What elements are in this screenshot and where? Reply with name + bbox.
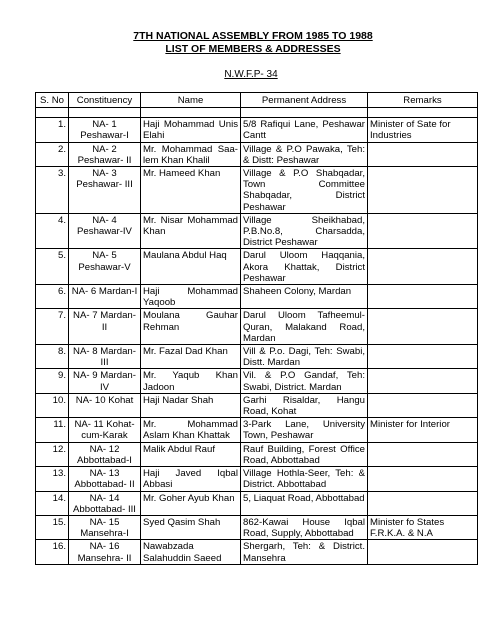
constituency-cell: NA- 14 Abbottabad- III	[69, 491, 141, 515]
member-name-cell: Mr. Mohammad Aslam Khan Khattak	[141, 418, 241, 442]
member-name-cell: Mr. Nisar Mohammad Khan	[141, 213, 241, 249]
table-row	[36, 540, 478, 564]
constituency-cell: NA- 9 Mardan-IV	[69, 369, 141, 393]
address-cell: Vill & P.o. Dagi, Teh: Swabi, Distt. Mardan	[241, 345, 368, 369]
header-remarks: Remarks	[368, 93, 478, 108]
remarks-cell	[368, 540, 478, 564]
remarks-cell	[368, 167, 478, 214]
members-table-body	[36, 118, 478, 565]
spacer-cell	[241, 108, 368, 118]
table-row	[36, 345, 478, 369]
remarks-cell	[368, 309, 478, 345]
member-name-cell: Mr. Mohammad Saa-lem Khan Khalil	[141, 142, 241, 166]
member-name-cell: Syed Qasim Shah	[141, 515, 241, 539]
sno-cell: 9.	[36, 369, 69, 393]
province-heading: N.W.F.P- 34	[224, 69, 278, 80]
table-row	[36, 309, 478, 345]
address-cell: Darul Uloom Tafheemul-Quran, Malakand Road, Mardan	[241, 309, 368, 345]
constituency-cell: NA- 2 Peshawar- II	[69, 142, 141, 166]
table-row	[36, 142, 478, 166]
document-subtitle: LIST OF MEMBERS & ADDRESSES	[165, 43, 341, 55]
constituency-cell: NA- 15 Mansehra-I	[69, 515, 141, 539]
address-cell: Rauf Building, Forest Office Road, Abbottabad	[241, 442, 368, 466]
address-cell: 5, Liaquat Road, Abbottabad	[241, 491, 368, 515]
address-cell: Shergarh, Teh: & District. Mansehra	[241, 540, 368, 564]
address-cell: 3-Park Lane, University Town, Peshawar	[241, 418, 368, 442]
member-name-cell: Malik Abdul Rauf	[141, 442, 241, 466]
constituency-cell: NA- 13 Abbottabad- II	[69, 467, 141, 491]
header-constituency: Constituency	[69, 93, 141, 108]
remarks-cell	[368, 491, 478, 515]
remarks-cell	[368, 142, 478, 166]
table-row	[36, 167, 478, 214]
member-name-cell: Moulana Gauhar Rehman	[141, 309, 241, 345]
table-spacer-row	[36, 108, 478, 118]
sno-cell: 11.	[36, 418, 69, 442]
address-cell: Village & P.O Shabqadar, Town Committee Shabqadar, District Peshawar	[241, 167, 368, 214]
table-row	[36, 369, 478, 393]
sno-cell: 5.	[36, 249, 69, 285]
constituency-cell: NA- 11 Kohat-cum-Karak	[69, 418, 141, 442]
sno-cell: 6.	[36, 285, 69, 309]
sno-cell: 2.	[36, 142, 69, 166]
remarks-cell: Minister of Sate for Industries	[368, 118, 478, 142]
sno-cell: 13.	[36, 467, 69, 491]
address-cell: Garhi Risaldar, Hangu Road, Kohat	[241, 393, 368, 417]
table-row	[36, 467, 478, 491]
address-cell: Shaheen Colony, Mardan	[241, 285, 368, 309]
table-row	[36, 491, 478, 515]
address-cell: 862-Kawai House Iqbal Road, Supply, Abbottabad	[241, 515, 368, 539]
remarks-cell	[368, 249, 478, 285]
sno-cell: 15.	[36, 515, 69, 539]
address-cell: 5/8 Rafiqui Lane, Peshawar Cantt	[241, 118, 368, 142]
remarks-cell	[368, 467, 478, 491]
remarks-cell	[368, 345, 478, 369]
member-name-cell: Haji Javed Iqbal Abbasi	[141, 467, 241, 491]
table-row	[36, 285, 478, 309]
member-name-cell: Maulana Abdul Haq	[141, 249, 241, 285]
constituency-cell: NA- 8 Mardan- III	[69, 345, 141, 369]
constituency-cell: NA- 12 Abbottabad-I	[69, 442, 141, 466]
sno-cell: 3.	[36, 167, 69, 214]
spacer-cell	[69, 108, 141, 118]
constituency-cell: NA- 1 Peshawar-I	[69, 118, 141, 142]
table-row	[36, 249, 478, 285]
sno-cell: 4.	[36, 213, 69, 249]
member-name-cell: Mr. Yaqub Khan Jadoon	[141, 369, 241, 393]
member-name-cell: Nawabzada Salahuddin Saeed	[141, 540, 241, 564]
table-row	[36, 515, 478, 539]
constituency-cell: NA- 5 Peshawar-V	[69, 249, 141, 285]
sno-cell: 14.	[36, 491, 69, 515]
spacer-cell	[368, 108, 478, 118]
document-title: 7TH NATIONAL ASSEMBLY FROM 1985 TO 1988	[133, 30, 373, 42]
constituency-cell: NA- 6 Mardan-I	[69, 285, 141, 309]
member-name-cell: Mr. Hameed Khan	[141, 167, 241, 214]
remarks-cell	[368, 442, 478, 466]
remarks-cell	[368, 393, 478, 417]
members-table	[35, 92, 478, 565]
remarks-cell: Minister for Interior	[368, 418, 478, 442]
address-cell: Village Hothla-Seer, Teh: & District. Abbottabad	[241, 467, 368, 491]
constituency-cell: NA- 4 Peshawar-IV	[69, 213, 141, 249]
table-row	[36, 393, 478, 417]
member-name-cell: Haji Nadar Shah	[141, 393, 241, 417]
sno-cell: 16.	[36, 540, 69, 564]
header-name: Name	[141, 93, 241, 108]
remarks-cell	[368, 213, 478, 249]
address-cell: Vil. & P.O Gandaf, Teh: Swabi, District. Mardan	[241, 369, 368, 393]
table-row	[36, 213, 478, 249]
constituency-cell: NA- 3 Peshawar- III	[69, 167, 141, 214]
sno-cell: 10.	[36, 393, 69, 417]
member-name-cell: Haji Mohammad Unis Elahi	[141, 118, 241, 142]
sno-cell: 12.	[36, 442, 69, 466]
address-cell: Village & P.O Pawaka, Teh: & Distt: Peshawar	[241, 142, 368, 166]
header-sno: S. No	[36, 93, 69, 108]
address-cell: Darul Uloom Haqqania, Akora Khattak, District Peshawar	[241, 249, 368, 285]
spacer-cell	[141, 108, 241, 118]
member-name-cell: Haji Mohammad Yaqoob	[141, 285, 241, 309]
member-name-cell: Mr. Fazal Dad Khan	[141, 345, 241, 369]
member-name-cell: Mr. Goher Ayub Khan	[141, 491, 241, 515]
sno-cell: 8.	[36, 345, 69, 369]
sno-cell: 7.	[36, 309, 69, 345]
constituency-cell: NA- 10 Kohat	[69, 393, 141, 417]
remarks-cell: Minister fo States F.R.K.A. & N.A	[368, 515, 478, 539]
table-row	[36, 442, 478, 466]
remarks-cell	[368, 285, 478, 309]
header-address: Permanent Address	[241, 93, 368, 108]
address-cell: Village Sheikhabad, P.B.No.8, Charsadda, District Peshawar	[241, 213, 368, 249]
table-row	[36, 418, 478, 442]
spacer-cell	[36, 108, 69, 118]
constituency-cell: NA- 7 Mardan- II	[69, 309, 141, 345]
sno-cell: 1.	[36, 118, 69, 142]
table-header-row	[36, 93, 478, 108]
remarks-cell	[368, 369, 478, 393]
table-row	[36, 118, 478, 142]
constituency-cell: NA- 16 Mansehra- II	[69, 540, 141, 564]
